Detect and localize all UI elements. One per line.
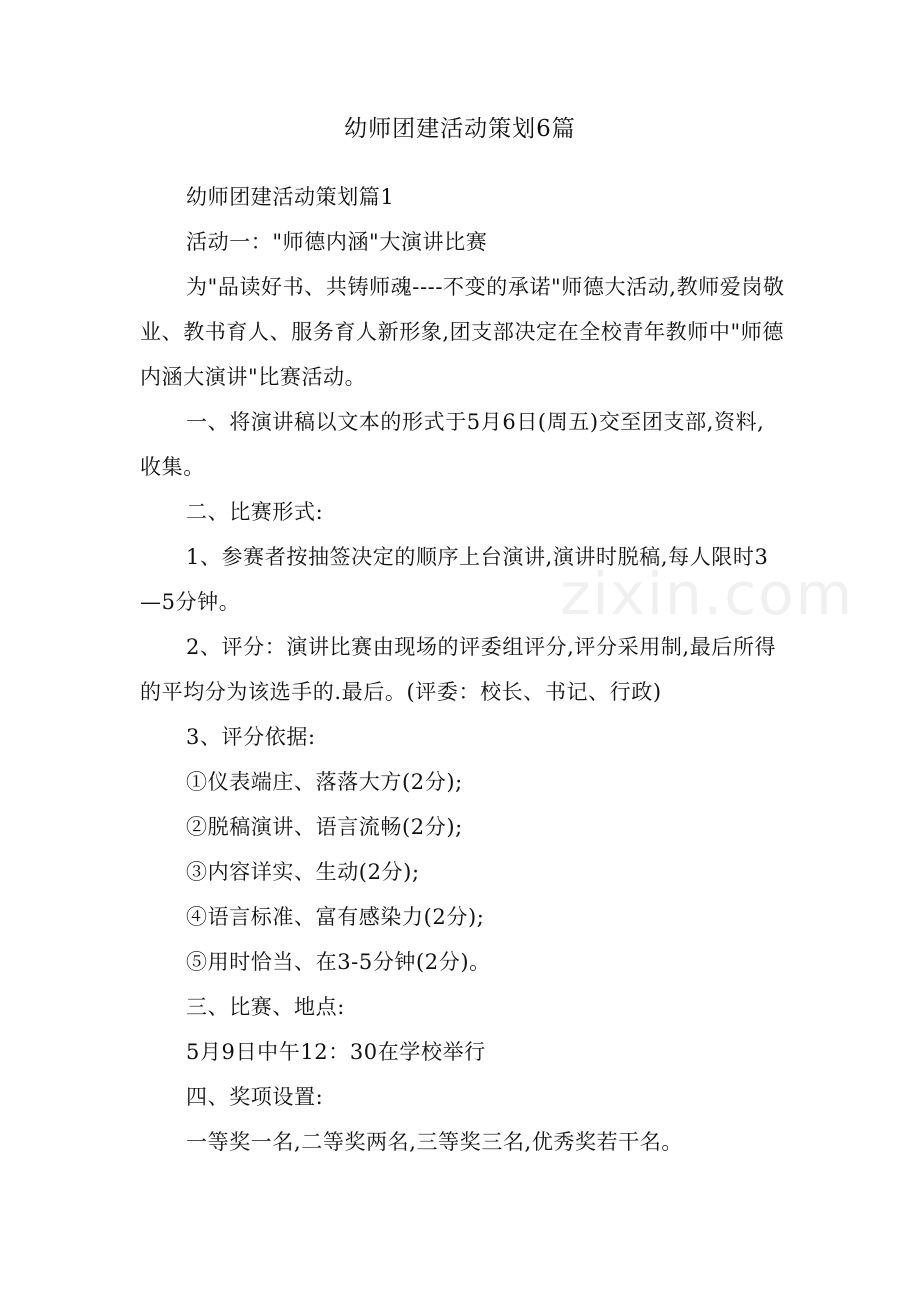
- subheading: 四、奖项设置:: [186, 1085, 324, 1109]
- criteria-item: ④语言标准、富有感染力(2分);: [186, 905, 485, 929]
- body-paragraph: 为"品读好书、共铸师魂----不变的承诺"师德大活动,教师爱岗敬业、教书育人、服务育人新形象,团支部决定在全校青年教师中"师德内涵大演讲"比赛活动。: [140, 275, 785, 389]
- body-paragraph: 一、将演讲稿以文本的形式于5月6日(周五)交至团支部,资料,收集。: [140, 410, 765, 479]
- section-heading: 幼师团建活动策划篇1: [186, 185, 395, 209]
- watermark: zixin.com: [560, 560, 855, 628]
- list-item: 3、评分依据:: [186, 725, 316, 749]
- criteria-item: ①仪表端庄、落落大方(2分);: [186, 770, 463, 794]
- criteria-item: ③内容详实、生动(2分);: [186, 860, 420, 884]
- list-item: 2、评分：演讲比赛由现场的评委组评分,评分采用制,最后所得的平均分为该选手的.最后。(评委：校长、书记、行政): [140, 635, 777, 704]
- document-title: 幼师团建活动策划6篇: [344, 116, 576, 142]
- subheading: 二、比赛形式:: [186, 500, 324, 524]
- list-item: 1、参赛者按抽签决定的顺序上台演讲,演讲时脱稿,每人限时3—5分钟。: [140, 545, 769, 614]
- criteria-item: ②脱稿演讲、语言流畅(2分);: [186, 815, 463, 839]
- subheading: 三、比赛、地点:: [186, 995, 345, 1019]
- criteria-item: ⑤用时恰当、在3-5分钟(2分)。: [186, 950, 491, 974]
- body-paragraph: 5月9日中午12：30在学校举行: [186, 1040, 486, 1064]
- activity-heading: 活动一："师德内涵"大演讲比赛: [186, 230, 488, 254]
- body-paragraph: 一等奖一名,二等奖两名,三等奖三名,优秀奖若干名。: [186, 1130, 684, 1154]
- document-body: [140, 175, 785, 1165]
